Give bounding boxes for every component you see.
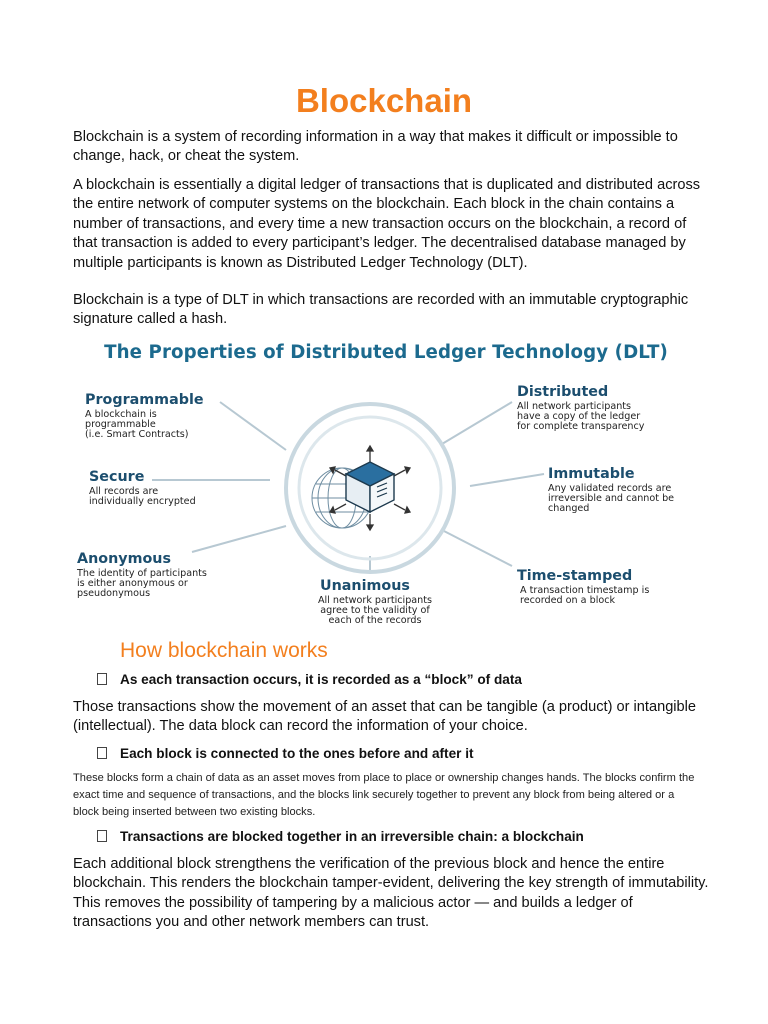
- property-programmable-title: Programmable: [85, 392, 204, 408]
- description-line: All network participants: [317, 595, 433, 606]
- description-line: All network participants: [517, 401, 632, 412]
- step-3-paragraph: Each additional block strengthens the verification of the previous block and hence the entire blockchain. This renders the blockchain tamper-evident, delivering the key strength of immutability. This removes the possibility of tampering by a malicious actor — and builds a ledger of transactions you and other network members can trust.: [73, 856, 709, 931]
- property-time-stamped-title: Time-stamped: [517, 568, 633, 584]
- description-line: Any validated records are: [548, 483, 672, 494]
- property-programmable-description: [85, 410, 189, 439]
- property-unanimous-description: [300, 596, 450, 625]
- description-line: each of the records: [328, 614, 422, 626]
- description-line: agree to the validity of: [320, 604, 430, 616]
- description-line: individually encrypted: [89, 495, 196, 507]
- description-line: pseudonymous: [77, 587, 151, 599]
- description-line: changed: [548, 502, 590, 514]
- description-line: All records are: [89, 486, 159, 497]
- checkbox-icon: [97, 747, 107, 759]
- description-line: recorded on a block: [520, 594, 616, 606]
- property-immutable-title: Immutable: [548, 466, 635, 482]
- blockchain-cube-icon: [346, 462, 394, 512]
- description-line: The identity of participants: [77, 568, 207, 579]
- property-unanimous-title: Unanimous: [320, 578, 410, 594]
- description-line: is either anonymous or: [77, 577, 188, 589]
- checkbox-icon: [97, 830, 107, 842]
- step-2-label: Each block is connected to the ones before and after it: [120, 746, 474, 761]
- property-immutable-description: [548, 484, 674, 513]
- section-heading: How blockchain works: [120, 639, 328, 662]
- step-1-heading: [97, 672, 522, 687]
- property-distributed-title: Distributed: [517, 384, 609, 400]
- property-distributed-description: [517, 402, 644, 431]
- property-time-stamped-description: [520, 586, 649, 606]
- step-2-paragraph: These blocks form a chain of data as an asset moves from place to place or ownership changes hands. The blocks confirm the exact time and sequence of transactions, and the blocks link securely together to prevent any block from being altered or a block being inserted between two existing blocks.: [73, 772, 695, 818]
- property-anonymous-title: Anonymous: [77, 551, 171, 567]
- page-title: Blockchain: [295, 82, 473, 119]
- property-secure-description: [89, 487, 196, 507]
- description-line: have a copy of the ledger: [517, 410, 641, 422]
- ledger-paragraph: A blockchain is essentially a digital ledger of transactions that is duplicated and distributed across the entire network of computer systems on the blockchain. Each block in the chain contains a number of transactions, and every time a new transaction occurs on the blockchain, a record of that transaction is added to every participant’s ledger. The decentralised database managed by multiple participants is known as Distributed Ledger Technology (DLT).: [73, 177, 701, 271]
- description-line: (i.e. Smart Contracts): [85, 428, 189, 440]
- property-anonymous-description: [77, 569, 207, 598]
- property-secure-title: Secure: [89, 469, 145, 485]
- step-2-heading: [97, 746, 474, 761]
- dlt-properties-figure: [72, 340, 700, 632]
- dlt-paragraph: Blockchain is a type of DLT in which transactions are recorded with an immutable cryptographic signature called a hash.: [73, 292, 689, 328]
- intro-paragraph: Blockchain is a system of recording information in a way that makes it difficult or impossible to change, hack, or cheat the system.: [73, 129, 678, 165]
- checkbox-icon: [97, 673, 107, 685]
- step-1-label: As each transaction occurs, it is recorded as a “block” of data: [120, 672, 522, 687]
- step-3-heading: [97, 829, 584, 844]
- step-1-paragraph: Those transactions show the movement of an asset that can be tangible (a product) or intangible (intellectual). The data block can record the information of your choice.: [73, 699, 697, 735]
- description-line: for complete transparency: [517, 420, 645, 432]
- step-3-label: Transactions are blocked together in an irreversible chain: a blockchain: [120, 829, 584, 844]
- description-line: irreversible and cannot be: [548, 492, 675, 504]
- description-line: programmable: [85, 418, 156, 430]
- description-line: A transaction timestamp is: [520, 585, 650, 596]
- description-line: A blockchain is: [85, 409, 157, 420]
- figure-title: The Properties of Distributed Ledger Technology (DLT): [104, 342, 668, 363]
